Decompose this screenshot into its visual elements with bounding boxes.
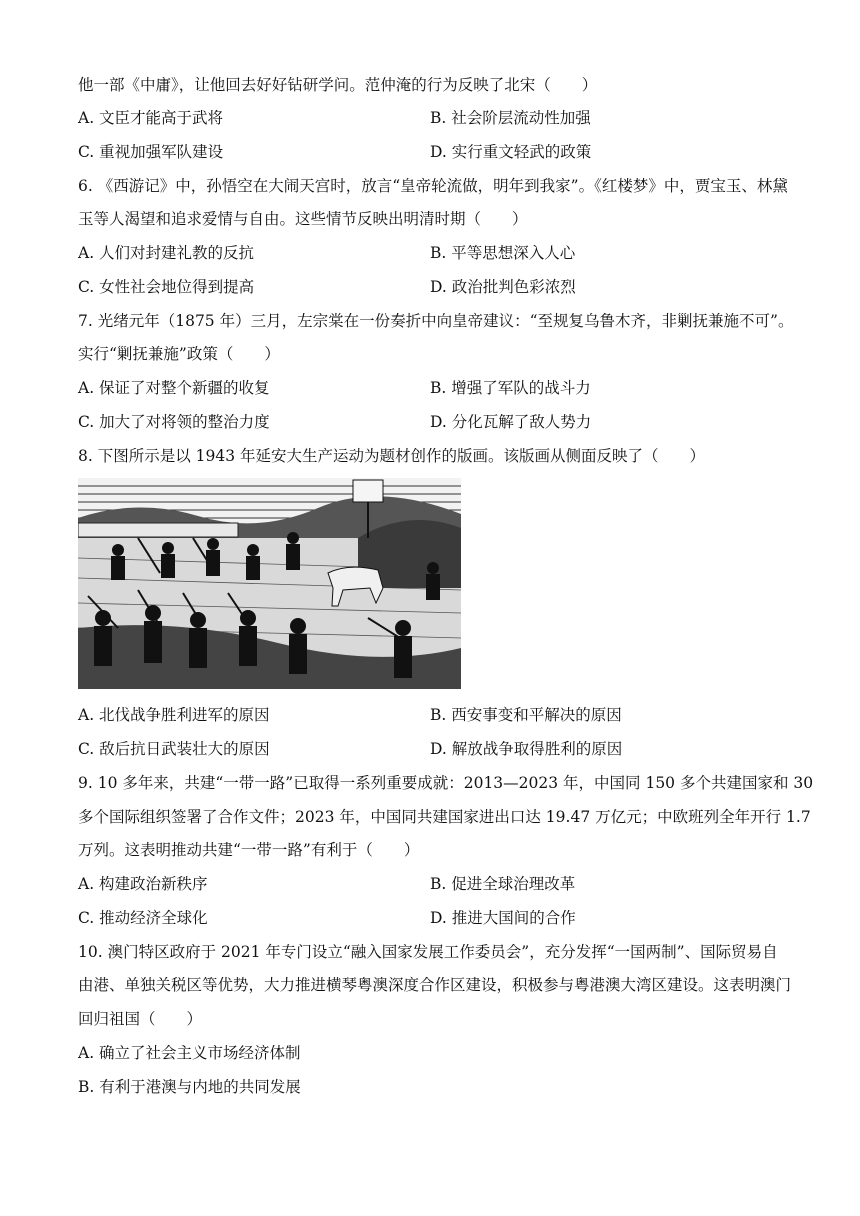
q10-stem-line-3: 回归祖国（ ） xyxy=(78,1010,203,1028)
q10-stem-line-1: 10. 澳门特区政府于 2021 年专门设立“融入国家发展工作委员会”，充分发挥“一国两制”、国际贸易自 xyxy=(78,943,778,961)
q9-option-b: B. 促进全球治理改革 xyxy=(430,875,576,893)
q6-stem-line-2: 玉等人渴望和追求爱情与自由。这些情节反映出明清时期（ ） xyxy=(78,210,528,228)
q7-option-d: D. 分化瓦解了敌人势力 xyxy=(430,413,592,431)
q9-stem-line-1: 9. 10 多年来，共建“一带一路”已取得一系列重要成就：2013—2023 年，中国同 150 多个共建国家和 30 xyxy=(78,774,814,792)
woodcut-print-image xyxy=(78,478,461,689)
q7-option-a: A. 保证了对整个新疆的收复 xyxy=(78,379,270,397)
q8-option-d: D. 解放战争取得胜利的原因 xyxy=(430,740,623,758)
q5-stem: 他一部《中庸》，让他回去好好钻研学问。范仲淹的行为反映了北宋（ ） xyxy=(78,76,598,94)
q6-option-c: C. 女性社会地位得到提高 xyxy=(78,278,255,296)
q8-stem-line-1: 8. 下图所示是以 1943 年延安大生产运动为题材创作的版画。该版画从侧面反映了（ ） xyxy=(78,447,706,465)
woodcut-illustration xyxy=(78,478,461,689)
q7-option-c: C. 加大了对将领的整治力度 xyxy=(78,413,270,431)
q10-stem-line-2: 由港、单独关税区等优势，大力推进横琴粤澳深度合作区建设，积极参与粤港澳大湾区建设。这表明澳门 xyxy=(78,976,792,994)
q6-stem-line-1: 6. 《西游记》中，孙悟空在大闹天宫时，放言“皇帝轮流做，明年到我家”。《红楼梦》中，贾宝玉、林黛 xyxy=(78,177,788,195)
q9-stem-line-2: 多个国际组织签署了合作文件；2023 年，中国同共建国家进出口达 19.47 万亿元；中欧班列全年开行 1.7 xyxy=(78,808,811,826)
q9-stem-line-3: 万列。这表明推动共建“一带一路”有利于（ ） xyxy=(78,841,420,859)
q5-option-a: A. 文臣才能高于武将 xyxy=(78,109,224,127)
q7-stem-line-2: 实行“剿抚兼施”政策（ ） xyxy=(78,345,280,363)
q8-option-c: C. 敌后抗日武装壮大的原因 xyxy=(78,740,270,758)
q10-option-b: B. 有利于港澳与内地的共同发展 xyxy=(78,1078,301,1096)
q7-option-b: B. 增强了军队的战斗力 xyxy=(430,379,591,397)
q9-option-c: C. 推动经济全球化 xyxy=(78,909,208,927)
q9-option-d: D. 推进大国间的合作 xyxy=(430,909,576,927)
q8-option-b: B. 西安事变和平解决的原因 xyxy=(430,706,622,724)
q5-option-b: B. 社会阶层流动性加强 xyxy=(430,109,591,127)
q10-option-a: A. 确立了社会主义市场经济体制 xyxy=(78,1044,301,1062)
q7-stem-line-1: 7. 光绪元年（1875 年）三月，左宗棠在一份奏折中向皇帝建议：“至规复乌鲁木齐，非剿抚兼施不可”。 xyxy=(78,312,794,330)
q5-option-c: C. 重视加强军队建设 xyxy=(78,143,224,161)
q6-option-d: D. 政治批判色彩浓烈 xyxy=(430,278,576,296)
q5-option-d: D. 实行重文轻武的政策 xyxy=(430,143,592,161)
q6-option-b: B. 平等思想深入人心 xyxy=(430,244,576,262)
q6-option-a: A. 人们对封建礼教的反抗 xyxy=(78,244,255,262)
q9-option-a: A. 构建政治新秩序 xyxy=(78,875,208,893)
q8-option-a: A. 北伐战争胜利进军的原因 xyxy=(78,706,270,724)
